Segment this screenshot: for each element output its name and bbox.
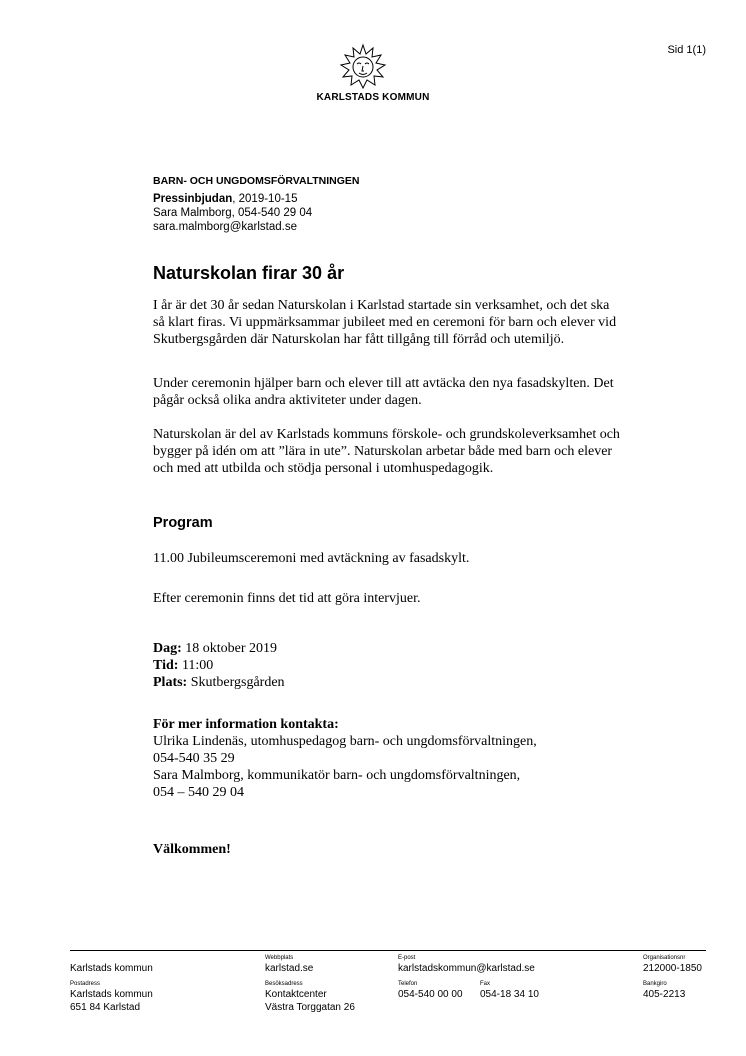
- contact-email: sara.malmborg@karlstad.se: [153, 221, 297, 233]
- footer-fax-label: Fax: [480, 981, 491, 987]
- footer-postal-label: Postadress: [70, 981, 101, 987]
- doc-type: Pressinbjudan: [153, 193, 233, 205]
- paragraph-intro: I år är det 30 år sedan Naturskolan i Karlstad startade sin verksamhet, och det ska så klart firas. Vi uppmärksammar jubileet med en ceremoni för barn och elever vid Skutbergsgården där Naturskolan har fått tillgång till förråd och utemiljö.: [153, 298, 617, 347]
- time-label: Tid:: [153, 658, 179, 673]
- footer-web-label: Webbplats: [265, 955, 294, 961]
- footer-visit-line-1: Kontaktcenter: [265, 989, 327, 1000]
- doc-date: , 2019-10-15: [232, 193, 298, 205]
- department-heading: BARN- OCH UNGDOMSFÖRVALTNINGEN: [153, 175, 360, 187]
- footer-divider: [70, 950, 706, 951]
- footer-orgnr-value: 212000-1850: [643, 963, 702, 974]
- footer-bankgiro-value: 405-2213: [643, 989, 686, 1000]
- footer-orgnr-label: Organisationsnr: [643, 955, 686, 961]
- contact-line-2: 054-540 35 29: [153, 751, 235, 766]
- footer-phone-label: Telefon: [398, 981, 418, 987]
- time-value: 11:00: [178, 658, 214, 673]
- contact-line-4: 054 – 540 29 04: [153, 785, 244, 800]
- place-value: Skutbergsgården: [187, 675, 285, 690]
- contacts-heading: För mer information kontakta:: [153, 717, 339, 732]
- contact-line-3: Sara Malmborg, kommunikatör barn- och ungdomsförvaltningen,: [153, 768, 521, 783]
- footer-org: Karlstads kommun: [70, 963, 153, 974]
- footer-postal-line-2: 651 84 Karlstad: [70, 1002, 141, 1013]
- detail-time: [153, 657, 213, 674]
- page-number: Sid 1(1): [667, 44, 706, 56]
- footer-visit-label: Besöksadress: [265, 981, 303, 987]
- page-title: Naturskolan firar 30 år: [153, 263, 345, 283]
- organization-name: KARLSTADS KOMMUN: [316, 92, 430, 103]
- paragraph-ceremony: Under ceremonin hjälper barn och elever till att avtäcka den nya fasadskylten. Det pågår också olika andra aktiviteter under dagen.: [153, 376, 614, 408]
- footer-email-label: E-post: [398, 955, 416, 961]
- program-note: Efter ceremonin finns det tid att göra intervjuer.: [153, 591, 421, 606]
- detail-day: [153, 640, 277, 657]
- day-value: 18 oktober 2019: [181, 641, 278, 656]
- footer-web-value: karlstad.se: [265, 963, 314, 974]
- detail-place: [153, 674, 285, 691]
- contact-line-1: Ulrika Lindenäs, utomhuspedagog barn- och ungdomsförvaltningen,: [153, 734, 537, 749]
- footer-bankgiro-label: Bankgiro: [643, 981, 667, 987]
- footer-visit-line-2: Västra Torggatan 26: [265, 1002, 355, 1013]
- contact-line: Sara Malmborg, 054-540 29 04: [153, 207, 313, 219]
- footer-fax-value: 054-18 34 10: [480, 989, 539, 1000]
- day-label: Dag:: [153, 641, 182, 656]
- program-item: 11.00 Jubileumsceremoni med avtäckning av fasadskylt.: [153, 551, 470, 566]
- sun-face-icon: [337, 43, 389, 91]
- place-label: Plats:: [153, 675, 188, 690]
- program-heading: Program: [153, 515, 213, 531]
- footer-email-value: karlstadskommun@karlstad.se: [398, 963, 535, 974]
- paragraph-about: Naturskolan är del av Karlstads kommuns förskole- och grundskoleverksamhet och bygger på idén om att ”lära in ute”. Naturskolan arbetar både med barn och elever och med att utbilda och stödja personal i utomhuspedagogik.: [153, 427, 620, 476]
- footer-postal-line-1: Karlstads kommun: [70, 989, 153, 1000]
- welcome-text: Välkommen!: [153, 842, 231, 857]
- footer-phone-value: 054-540 00 00: [398, 989, 463, 1000]
- doc-type-line: [153, 192, 297, 206]
